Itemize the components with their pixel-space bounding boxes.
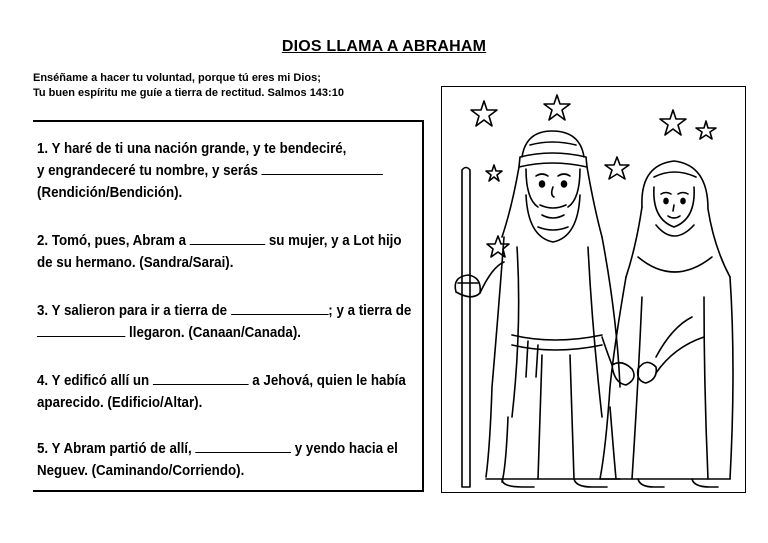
question-3 [37, 300, 412, 344]
star-icon [486, 165, 502, 181]
page-title: DIOS LLAMA A ABRAHAM [281, 38, 487, 55]
question-1-line-1: 1. Y haré de ti una nación grande, y te bendeciré, [37, 141, 347, 157]
question-5-line-2: Neguev. (Caminando/Corriendo). [37, 463, 245, 479]
verse-line-1: Enséñame a hacer tu voluntad, porque tú eres mi Dios; [33, 72, 321, 84]
question-2-answer-blank[interactable] [190, 230, 265, 245]
question-3-answer-blank-1[interactable] [231, 300, 329, 315]
star-icon [544, 95, 570, 120]
question-3-answer-blank-2[interactable] [37, 322, 125, 337]
question-3-line-1a: 3. Y salieron para ir a tierra de [37, 303, 231, 319]
staff [462, 168, 470, 488]
sarai-figure [600, 161, 733, 487]
question-1-answer-blank[interactable] [262, 160, 383, 175]
question-2-line-1a: 2. Tomó, pues, Abram a [37, 233, 190, 249]
question-4-line-1b: a Jehová, quien le había [248, 373, 406, 389]
question-4-line-2: aparecido. (Edificio/Altar). [37, 395, 203, 411]
star-icon [660, 110, 686, 135]
question-4 [37, 370, 406, 414]
question-1 [37, 138, 391, 204]
star-icon [471, 101, 497, 126]
abram-sarai-illustration [442, 87, 745, 492]
questions-box [33, 120, 424, 492]
memory-verse [33, 71, 433, 101]
question-3-line-2b: llegaron. (Canaan/Canada). [125, 325, 302, 341]
star-icon [696, 121, 716, 139]
question-5-answer-blank[interactable] [195, 438, 291, 453]
question-3-line-1b: ; y a tierra de [328, 303, 412, 319]
question-5 [37, 438, 398, 482]
star-icon [605, 157, 629, 179]
illustration-frame [441, 86, 746, 493]
question-4-answer-blank[interactable] [153, 370, 249, 385]
question-2 [37, 230, 402, 274]
question-2-line-2: de su hermano. (Sandra/Sarai). [37, 255, 234, 271]
star-icon [487, 236, 509, 257]
question-2-line-1b: su mujer, y a Lot hijo [265, 233, 402, 249]
question-5-line-1a: 5. Y Abram partió de allí, [37, 441, 196, 457]
question-5-line-1b: y yendo hacia el [291, 441, 398, 457]
question-4-line-1a: 4. Y edificó allí un [37, 373, 153, 389]
question-1-line-2: y engrandeceré tu nombre, y serás [37, 163, 262, 179]
question-1-line-3: (Rendición/Bendición). [37, 185, 183, 201]
verse-line-2: Tu buen espíritu me guíe a tierra de rectitud. Salmos 143:10 [33, 87, 344, 99]
abram-figure [455, 131, 634, 487]
